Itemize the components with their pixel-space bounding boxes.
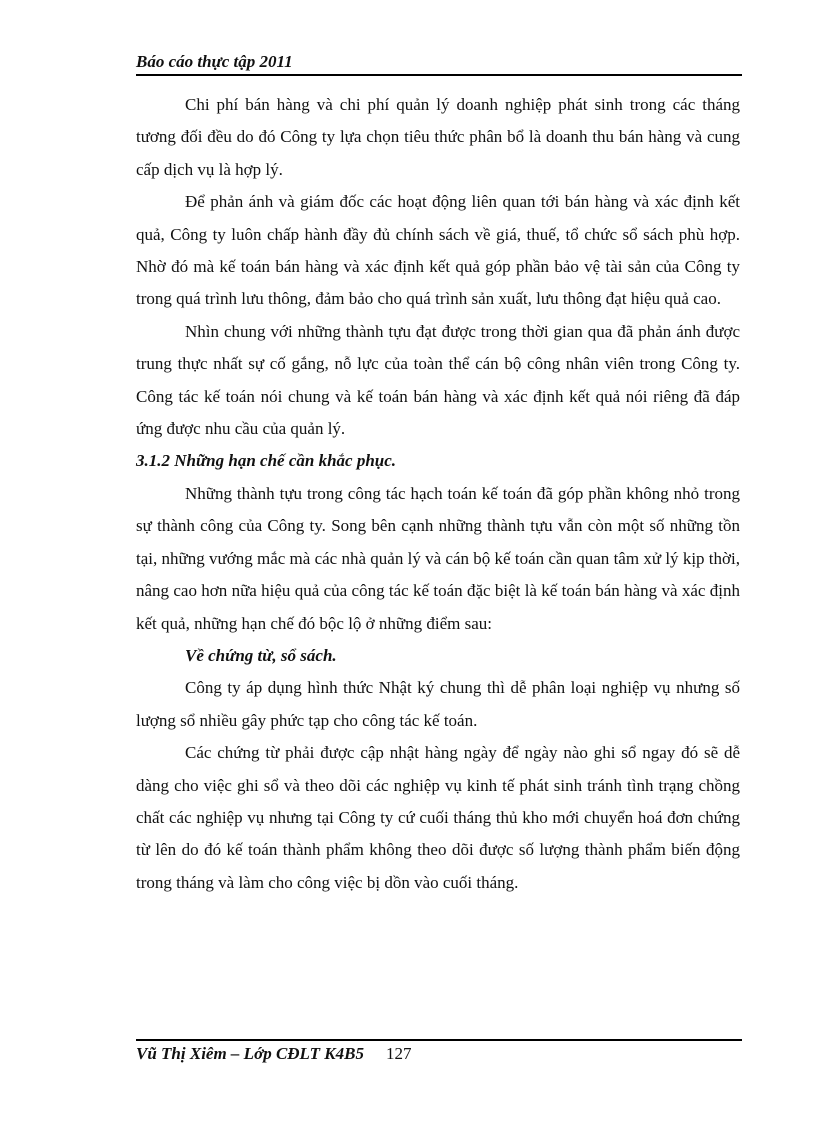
footer-rule — [136, 1039, 742, 1041]
paragraph-1: Chi phí bán hàng và chi phí quản lý doanh nghiệp phát sinh trong các tháng tương đối đều do đó Công ty lựa chọn tiêu thức phân bổ là doanh thu bán hàng và cung cấp dịch vụ là hợp lý. — [136, 95, 740, 179]
header-rule — [136, 74, 742, 76]
page-header-title: Báo cáo thực tập 2011 — [136, 52, 293, 71]
document-body — [136, 89, 740, 899]
paragraph-3: Nhìn chung với những thành tựu đạt được trong thời gian qua đã phản ánh được trung thực nhất sự cố gắng, nỗ lực của toàn thể cán bộ công nhân viên trong Công ty. Công tác kế toán nói chung và kế toán bán hàng và xác định kết quả nói riêng đã đáp ứng được nhu cầu của quản lý. — [136, 321, 740, 439]
paragraph-2: Để phản ánh và giám đốc các hoạt động liên quan tới bán hàng và xác định kết quả, Công ty luôn chấp hành đầy đủ chính sách về giá, thuế, tổ chức sổ sách phù hợp. Nhờ đó mà kế toán bán hàng và xác định kết quả góp phần bảo vệ tài sản của Công ty trong quá trình lưu thông, đảm bảo cho quá trình sản xuất, lưu thông đạt hiệu quả cao. — [136, 192, 740, 309]
page-footer — [136, 1044, 742, 1064]
section-heading: 3.1.2 Những hạn chế cần khắc phục. — [136, 451, 397, 471]
subsection-heading: Về chứng từ, sổ sách. — [185, 645, 337, 665]
paragraph-6: Các chứng từ phải được cập nhật hàng ngày để ngày nào ghi sổ ngay đó sẽ dễ dàng cho việc ghi sổ và theo dõi các nghiệp vụ kinh tế phát sinh tránh tình trạng chồng chất các nghiệp vụ nhưng tại Công ty cứ cuối tháng thủ kho mới chuyển hoá đơn chứng từ lên do đó kế toán thành phẩm không theo dõi được số lượng thành phẩm biến động trong tháng và làm cho công việc bị dồn vào cuối tháng. — [136, 743, 740, 892]
paragraph-4: Những thành tựu trong công tác hạch toán kế toán đã góp phần không nhỏ trong sự thành công của Công ty. Song bên cạnh những thành tựu vẫn còn một số những tồn tại, những vướng mắc mà các nhà quản lý và cán bộ kế toán cần quan tâm xử lý kịp thời, nâng cao hơn nữa hiệu quả của công tác kế toán đặc biệt là kế toán bán hàng và xác định kết quả, những hạn chế đó bộc lộ ở những điểm sau: — [136, 483, 740, 633]
page-number: 127 — [385, 1044, 412, 1063]
paragraph-5: Công ty áp dụng hình thức Nhật ký chung thì dễ phân loại nghiệp vụ nhưng số lượng sổ nhiều gây phức tạp cho công tác kế toán. — [136, 678, 740, 730]
footer-author: Vũ Thị Xiêm – Lớp CĐLT K4B5 — [136, 1044, 364, 1063]
